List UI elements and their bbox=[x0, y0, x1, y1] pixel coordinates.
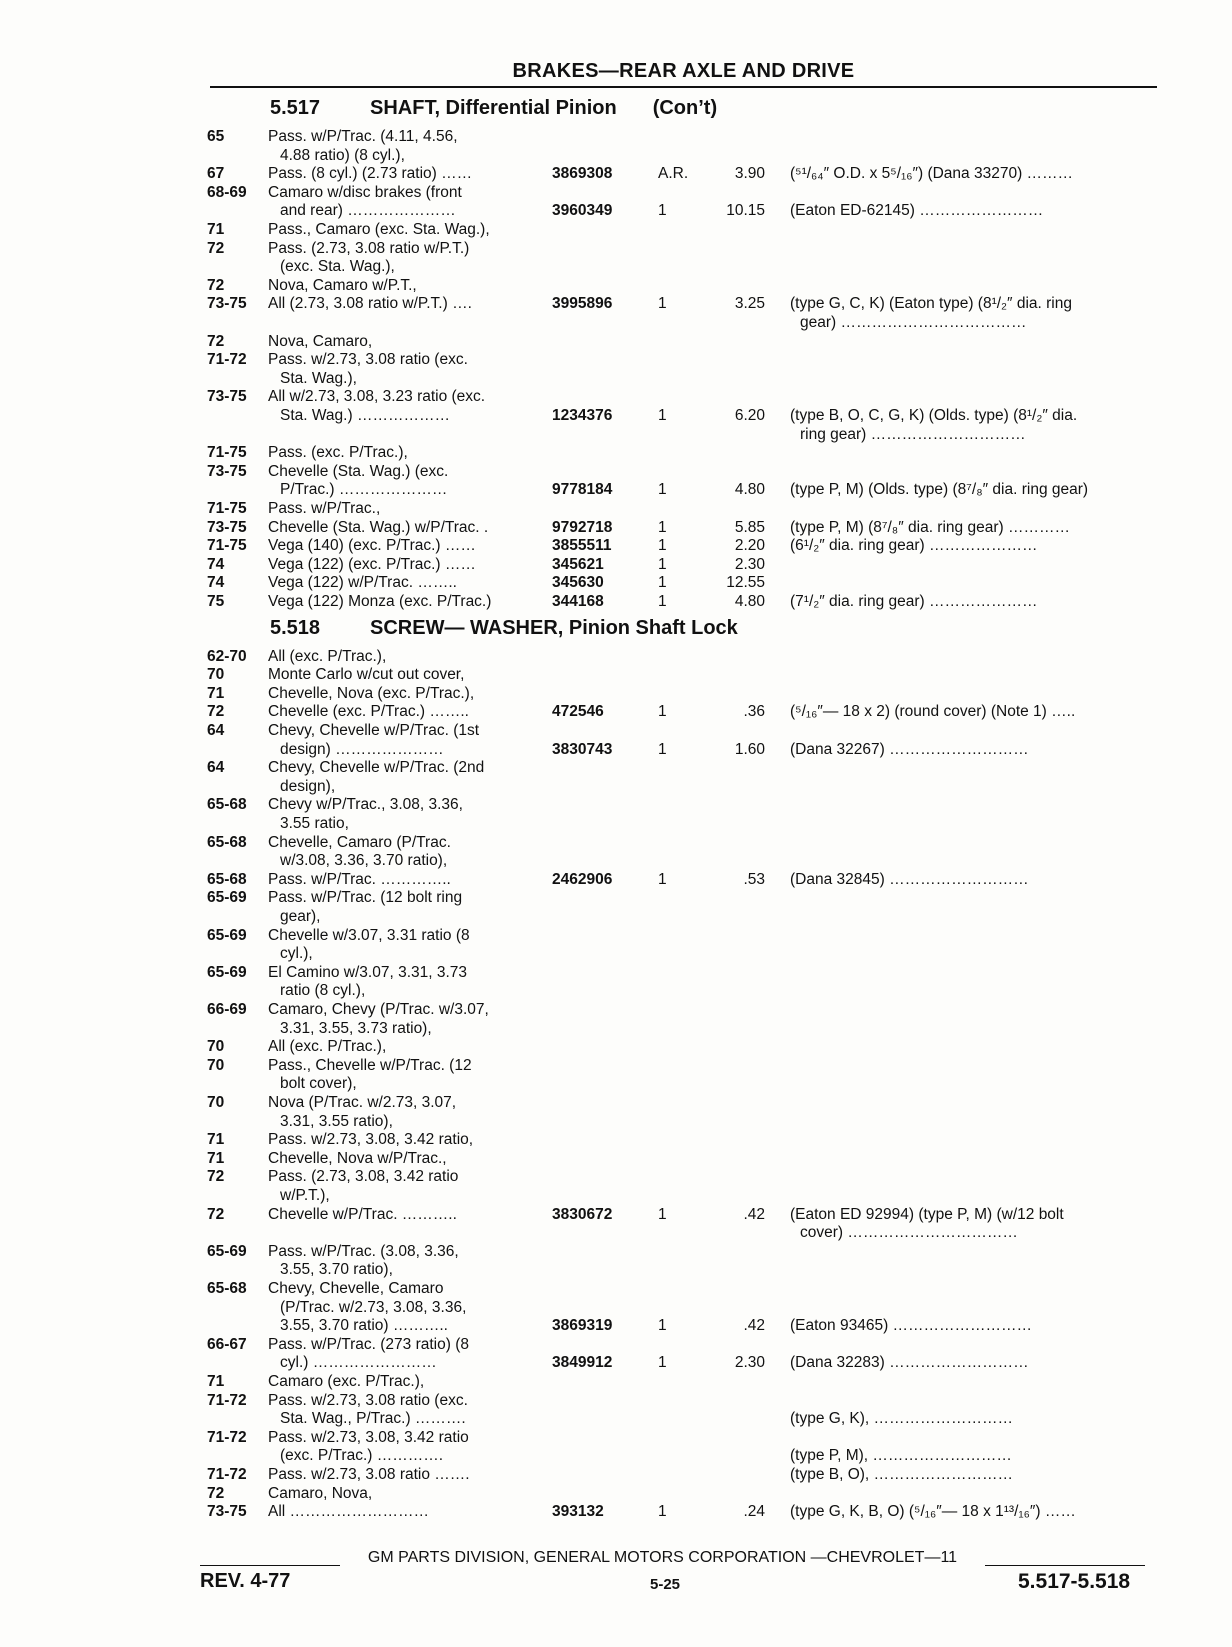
row-line bbox=[0, 573, 1232, 592]
list-price: .53 bbox=[743, 870, 765, 888]
quantity: 1 bbox=[658, 1205, 667, 1223]
quantity: 1 bbox=[658, 740, 667, 758]
part-number: 3855511 bbox=[552, 537, 612, 555]
row-line bbox=[0, 518, 1232, 537]
part-note: (type G, K, B, O) (⁵/₁₆″— 18 x 1¹³/₁₆″) …… bbox=[790, 1503, 1076, 1521]
row-line bbox=[0, 443, 1232, 462]
application-description: Camaro, Chevy (P/Trac. w/3.07, bbox=[268, 1001, 489, 1018]
list-price: 2.30 bbox=[734, 1354, 765, 1372]
row-line bbox=[0, 1335, 1232, 1354]
application-description: cyl.), bbox=[280, 945, 313, 963]
quantity: 1 bbox=[658, 537, 667, 555]
page-number: 5-25 bbox=[650, 1576, 681, 1593]
part-number: 3849912 bbox=[552, 1354, 613, 1372]
model-year: 71-75 bbox=[207, 444, 247, 462]
row-line bbox=[0, 1260, 1232, 1279]
model-year: 73-75 bbox=[207, 295, 247, 313]
model-year: 72 bbox=[207, 703, 225, 721]
row-line bbox=[0, 1484, 1232, 1503]
model-year: 65-68 bbox=[207, 833, 247, 851]
model-year: 65-69 bbox=[207, 926, 247, 944]
row-line bbox=[0, 777, 1232, 796]
row-line bbox=[0, 592, 1232, 611]
row-line bbox=[0, 1465, 1232, 1484]
row-line bbox=[0, 536, 1232, 555]
model-year: 70 bbox=[207, 666, 225, 684]
application-description: All w/2.73, 3.08, 3.23 ratio (exc. bbox=[268, 388, 486, 406]
application-description: Pass. w/2.73, 3.08, 3.42 ratio, bbox=[268, 1131, 474, 1149]
model-year: 65-68 bbox=[207, 796, 247, 814]
quantity: 1 bbox=[658, 295, 667, 313]
application-description: Sta. Wag.) ……………… bbox=[280, 406, 450, 424]
revision-label: REV. 4-77 bbox=[200, 1570, 291, 1592]
row-line bbox=[0, 201, 1232, 220]
quantity: 1 bbox=[658, 870, 667, 888]
application-description: Monte Carlo w/cut out cover, bbox=[268, 666, 465, 684]
part-note: (6¹/₂″ dia. ring gear) ………………… bbox=[790, 537, 1038, 555]
application-description: Pass. w/P/Trac. ………….. bbox=[268, 870, 451, 888]
row-line bbox=[0, 276, 1232, 295]
application-description: 3.55, 3.70 ratio), bbox=[280, 1261, 393, 1279]
row-line bbox=[0, 1446, 1232, 1465]
quantity: 1 bbox=[658, 1317, 667, 1335]
application-description: El Camino w/3.07, 3.31, 3.73 bbox=[268, 963, 468, 981]
row-line bbox=[0, 1167, 1232, 1186]
model-year: 71 bbox=[207, 1131, 225, 1149]
row-line bbox=[0, 926, 1232, 945]
part-note: (⁵¹/₆₄″ O.D. x 5⁵/₁₆″) (Dana 33270) ……… bbox=[790, 165, 1074, 183]
model-year: 73-75 bbox=[207, 462, 247, 480]
application-description: Pass. w/2.73, 3.08 ratio ……. bbox=[268, 1466, 470, 1483]
application-description: Pass. w/2.73, 3.08, 3.42 ratio bbox=[268, 1428, 469, 1446]
row-line bbox=[0, 665, 1232, 684]
application-description: 3.31, 3.55, 3.73 ratio), bbox=[280, 1019, 432, 1037]
quantity: 1 bbox=[658, 406, 667, 424]
row-line bbox=[0, 350, 1232, 369]
application-description: Vega (122) w/P/Trac. …….. bbox=[268, 574, 457, 592]
list-price: 2.30 bbox=[734, 555, 765, 573]
section-heading bbox=[270, 617, 738, 640]
application-description: Chevelle, Nova w/P/Trac., bbox=[268, 1149, 447, 1167]
part-note: (type B, O, C, G, K) (Olds. type) (8¹/₂″ dia. bbox=[790, 406, 1078, 424]
application-description: Chevelle, Nova (exc. P/Trac.), bbox=[268, 684, 475, 702]
application-description: ratio (8 cyl.), bbox=[280, 982, 366, 1000]
application-description: w/P.T.), bbox=[280, 1186, 330, 1204]
row-line bbox=[0, 870, 1232, 889]
part-number: 472546 bbox=[552, 703, 604, 721]
part-note: cover) …………………………… bbox=[800, 1224, 1018, 1242]
row-line bbox=[0, 684, 1232, 703]
part-note: (Dana 32845) ……………………… bbox=[790, 870, 1029, 888]
section-number: 5.518 bbox=[270, 616, 321, 639]
model-year: 66-67 bbox=[207, 1335, 247, 1353]
row-line bbox=[0, 1205, 1232, 1224]
list-price: .42 bbox=[743, 1205, 765, 1223]
model-year: 65-69 bbox=[207, 1242, 247, 1260]
row-line bbox=[0, 1056, 1232, 1075]
application-description: Chevelle w/3.07, 3.31 ratio (8 bbox=[268, 926, 470, 944]
row-line bbox=[0, 1019, 1232, 1038]
part-number: 1234376 bbox=[552, 406, 613, 424]
application-description: Vega (122) (exc. P/Trac.) …… bbox=[268, 555, 476, 573]
model-year: 65-69 bbox=[207, 889, 247, 907]
model-year: 64 bbox=[207, 759, 225, 777]
list-price: 2.20 bbox=[734, 537, 765, 555]
model-year: 67 bbox=[207, 165, 225, 183]
row-line bbox=[0, 183, 1232, 202]
row-line bbox=[0, 499, 1232, 518]
list-price: 6.20 bbox=[734, 406, 765, 424]
part-note: gear) ……………………………… bbox=[800, 313, 1027, 331]
list-price: .24 bbox=[743, 1503, 765, 1521]
application-description: Chevy, Chevelle w/P/Trac. (1st bbox=[268, 722, 480, 739]
model-year: 72 bbox=[207, 1484, 225, 1502]
application-description: Chevy, Chevelle w/P/Trac. (2nd bbox=[268, 759, 485, 777]
application-description: gear), bbox=[280, 907, 321, 925]
row-line bbox=[0, 164, 1232, 183]
application-description: Chevy, Chevelle, Camaro bbox=[268, 1280, 444, 1297]
model-year: 70 bbox=[207, 1094, 225, 1111]
row-line bbox=[0, 981, 1232, 1000]
model-year: 70 bbox=[207, 1056, 225, 1074]
list-price: 1.60 bbox=[734, 740, 765, 758]
row-line bbox=[0, 1242, 1232, 1261]
model-year: 72 bbox=[207, 1205, 225, 1223]
row-line bbox=[0, 1037, 1232, 1056]
application-description: 3.31, 3.55 ratio), bbox=[280, 1112, 393, 1130]
model-year: 72 bbox=[207, 239, 225, 257]
part-number: 344168 bbox=[552, 593, 604, 610]
footer-division: GM PARTS DIVISION, GENERAL MOTORS CORPORATION —CHEVROLET—11 bbox=[367, 1549, 958, 1566]
model-year: 64 bbox=[207, 722, 225, 739]
model-year: 71-72 bbox=[207, 1428, 247, 1446]
section-range: 5.517-5.518 bbox=[1018, 1570, 1131, 1593]
part-note: (type G, K), ……………………… bbox=[790, 1410, 1014, 1428]
quantity: 1 bbox=[658, 574, 667, 592]
row-line bbox=[0, 721, 1232, 740]
model-year: 72 bbox=[207, 332, 225, 350]
row-line bbox=[0, 1074, 1232, 1093]
quantity: 1 bbox=[658, 555, 667, 573]
row-line bbox=[0, 257, 1232, 276]
part-number: 393132 bbox=[552, 1503, 604, 1521]
row-line bbox=[0, 1428, 1232, 1447]
row-line bbox=[0, 702, 1232, 721]
row-line bbox=[0, 1223, 1232, 1242]
row-line bbox=[0, 888, 1232, 907]
quantity: 1 bbox=[658, 518, 667, 536]
part-note: (type P, M) (8⁷/₈″ dia. ring gear) ………… bbox=[790, 518, 1070, 536]
row-line bbox=[0, 555, 1232, 574]
row-line bbox=[0, 313, 1232, 332]
application-description: design), bbox=[280, 777, 336, 795]
application-description: Vega (140) (exc. P/Trac.) …… bbox=[268, 537, 476, 555]
row-line bbox=[0, 1372, 1232, 1391]
quantity: 1 bbox=[658, 703, 667, 721]
application-description: Nova, Camaro, bbox=[268, 332, 373, 350]
row-line bbox=[0, 814, 1232, 833]
application-description: Nova (P/Trac. w/2.73, 3.07, bbox=[268, 1094, 457, 1111]
application-description: All ……………………… bbox=[268, 1503, 430, 1521]
model-year: 73-75 bbox=[207, 388, 247, 406]
list-price: 4.80 bbox=[734, 593, 765, 610]
application-description: Pass. (exc. P/Trac.), bbox=[268, 444, 408, 462]
list-price: 4.80 bbox=[734, 481, 765, 499]
section-continued: (Con’t) bbox=[652, 97, 718, 119]
application-description: design) ………………… bbox=[280, 740, 444, 758]
part-note: (Dana 32283) ……………………… bbox=[790, 1354, 1029, 1372]
application-description: Chevelle (Sta. Wag.) w/P/Trac. . bbox=[268, 518, 489, 536]
part-number: 9792718 bbox=[552, 518, 613, 536]
part-note: (Eaton ED 92994) (type P, M) (w/12 bolt bbox=[790, 1205, 1064, 1223]
row-line bbox=[0, 1112, 1232, 1131]
quantity: A.R. bbox=[658, 165, 689, 183]
part-note: (type P, M) (Olds. type) (8⁷/₈″ dia. ring gear) bbox=[790, 481, 1089, 499]
part-number: 345621 bbox=[552, 555, 604, 573]
model-year: 71 bbox=[207, 221, 225, 238]
list-price: 5.85 bbox=[734, 518, 765, 536]
application-description: 4.88 ratio) (8 cyl.), bbox=[280, 146, 405, 164]
model-year: 73-75 bbox=[207, 518, 247, 536]
part-number: 3869308 bbox=[552, 165, 613, 183]
row-line bbox=[0, 944, 1232, 963]
row-line bbox=[0, 1149, 1232, 1168]
application-description: Pass., Chevelle w/P/Trac. (12 bbox=[268, 1056, 472, 1074]
application-description: 3.55, 3.70 ratio) ……….. bbox=[280, 1317, 448, 1335]
model-year: 74 bbox=[207, 574, 225, 592]
application-description: Nova, Camaro w/P.T., bbox=[268, 276, 417, 294]
row-line bbox=[0, 1000, 1232, 1019]
part-number: 2462906 bbox=[552, 870, 613, 888]
list-price: 12.55 bbox=[726, 574, 765, 592]
part-number: 3869319 bbox=[552, 1317, 613, 1335]
model-year: 68-69 bbox=[207, 183, 247, 201]
row-line bbox=[0, 425, 1232, 444]
application-description: Chevelle w/P/Trac. ……….. bbox=[268, 1205, 457, 1223]
row-line bbox=[0, 833, 1232, 852]
list-price: .42 bbox=[743, 1317, 765, 1335]
part-number: 9778184 bbox=[552, 481, 613, 499]
application-description: Pass. w/2.73, 3.08 ratio (exc. bbox=[268, 351, 468, 369]
application-description: Camaro (exc. P/Trac.), bbox=[268, 1373, 425, 1390]
quantity: 1 bbox=[658, 1354, 667, 1372]
part-number: 3995896 bbox=[552, 295, 613, 313]
part-number: 3830672 bbox=[552, 1205, 613, 1223]
row-line bbox=[0, 294, 1232, 313]
row-line bbox=[0, 963, 1232, 982]
model-year: 65-69 bbox=[207, 963, 247, 981]
model-year: 71-72 bbox=[207, 1466, 247, 1483]
row-line bbox=[0, 1502, 1232, 1521]
model-year: 72 bbox=[207, 1168, 225, 1186]
application-description: 3.55 ratio, bbox=[280, 814, 349, 832]
model-year: 71-72 bbox=[207, 1391, 247, 1409]
part-note: (type P, M), ……………………… bbox=[790, 1447, 1012, 1465]
part-note: (Dana 32267) ……………………… bbox=[790, 740, 1029, 758]
model-year: 65-68 bbox=[207, 870, 247, 888]
row-line bbox=[0, 1353, 1232, 1372]
model-year: 71 bbox=[207, 684, 225, 702]
quantity: 1 bbox=[658, 593, 667, 610]
application-description: Pass. w/P/Trac. (4.11, 4.56, bbox=[268, 128, 458, 145]
application-description: Pass. (2.73, 3.08 ratio w/P.T.) bbox=[268, 239, 470, 257]
row-line bbox=[0, 1186, 1232, 1205]
application-description: Camaro, Nova, bbox=[268, 1484, 373, 1502]
list-price: 10.15 bbox=[726, 202, 765, 220]
application-description: Chevelle (exc. P/Trac.) …….. bbox=[268, 703, 469, 721]
model-year: 74 bbox=[207, 555, 225, 573]
row-line bbox=[0, 480, 1232, 499]
part-note: (⁵/₁₆″— 18 x 2) (round cover) (Note 1) ….. bbox=[790, 703, 1076, 721]
row-line bbox=[0, 406, 1232, 425]
application-description: (exc. Sta. Wag.), bbox=[280, 258, 395, 276]
section-heading bbox=[270, 97, 717, 120]
page-title: BRAKES—REAR AXLE AND DRIVE bbox=[512, 60, 855, 82]
model-year: 71-75 bbox=[207, 500, 247, 517]
footer-divider-right bbox=[985, 1565, 1145, 1566]
row-line bbox=[0, 647, 1232, 666]
part-note: (7¹/₂″ dia. ring gear) ………………… bbox=[790, 593, 1038, 610]
application-description: Sta. Wag., P/Trac.) ………. bbox=[280, 1410, 466, 1428]
application-description: Chevelle (Sta. Wag.) (exc. bbox=[268, 462, 449, 480]
model-year: 65-68 bbox=[207, 1280, 247, 1297]
application-description: Pass., Camaro (exc. Sta. Wag.), bbox=[268, 221, 490, 238]
row-line bbox=[0, 239, 1232, 258]
application-description: All (exc. P/Trac.), bbox=[268, 647, 387, 665]
part-note: (type G, C, K) (Eaton type) (8¹/₂″ dia. ring bbox=[790, 295, 1072, 313]
application-description: All (exc. P/Trac.), bbox=[268, 1038, 387, 1056]
application-description: Pass. w/P/Trac. (3.08, 3.36, bbox=[268, 1242, 459, 1260]
application-description: Pass. (8 cyl.) (2.73 ratio) …… bbox=[268, 165, 473, 183]
application-description: All (2.73, 3.08 ratio w/P.T.) …. bbox=[268, 295, 472, 313]
application-description: Pass. w/P/Trac. (273 ratio) (8 bbox=[268, 1335, 469, 1353]
row-line bbox=[0, 1130, 1232, 1149]
application-description: Pass. (2.73, 3.08, 3.42 ratio bbox=[268, 1168, 459, 1186]
model-year: 73-75 bbox=[207, 1503, 247, 1521]
row-line bbox=[0, 851, 1232, 870]
row-line bbox=[0, 462, 1232, 481]
part-note: (Eaton ED-62145) …………………… bbox=[790, 202, 1044, 220]
model-year: 75 bbox=[207, 593, 225, 610]
application-description: bolt cover), bbox=[280, 1075, 357, 1093]
application-description: P/Trac.) ………………… bbox=[280, 481, 448, 499]
row-line bbox=[0, 1316, 1232, 1335]
row-line bbox=[0, 795, 1232, 814]
application-description: Camaro w/disc brakes (front bbox=[268, 183, 462, 201]
row-line bbox=[0, 387, 1232, 406]
model-year: 71-72 bbox=[207, 351, 247, 369]
application-description: w/3.08, 3.36, 3.70 ratio), bbox=[280, 852, 448, 870]
row-line bbox=[0, 1391, 1232, 1410]
row-line bbox=[0, 220, 1232, 239]
list-price: 3.25 bbox=[734, 295, 765, 313]
application-description: cyl.) …………………… bbox=[280, 1354, 437, 1372]
model-year: 71 bbox=[207, 1149, 225, 1167]
model-year: 66-69 bbox=[207, 1001, 247, 1018]
model-year: 65 bbox=[207, 128, 225, 145]
quantity: 1 bbox=[658, 1503, 667, 1521]
application-description: Chevelle, Camaro (P/Trac. bbox=[268, 833, 451, 851]
row-line bbox=[0, 1298, 1232, 1317]
application-description: (exc. P/Trac.) …………. bbox=[280, 1447, 444, 1465]
application-description: Sta. Wag.), bbox=[280, 369, 357, 387]
model-year: 70 bbox=[207, 1038, 225, 1056]
quantity: 1 bbox=[658, 202, 667, 220]
model-year: 72 bbox=[207, 276, 225, 294]
row-line bbox=[0, 369, 1232, 388]
application-description: Pass. w/P/Trac., bbox=[268, 500, 381, 517]
row-line bbox=[0, 758, 1232, 777]
application-description: (P/Trac. w/2.73, 3.08, 3.36, bbox=[280, 1298, 467, 1316]
quantity: 1 bbox=[658, 481, 667, 499]
part-number: 345630 bbox=[552, 574, 604, 592]
model-year: 71 bbox=[207, 1373, 225, 1390]
section-number: 5.517 bbox=[270, 97, 321, 119]
part-note: ring gear) ………………………… bbox=[800, 425, 1026, 443]
part-note: (type B, O), ……………………… bbox=[790, 1466, 1014, 1483]
row-line bbox=[0, 907, 1232, 926]
row-line bbox=[0, 740, 1232, 759]
application-description: Vega (122) Monza (exc. P/Trac.) bbox=[268, 593, 492, 610]
part-number: 3830743 bbox=[552, 740, 613, 758]
row-line bbox=[0, 1093, 1232, 1112]
section-title: SHAFT, Differential Pinion bbox=[370, 97, 617, 119]
model-year: 62-70 bbox=[207, 647, 247, 665]
model-year: 71-75 bbox=[207, 537, 247, 555]
part-number: 3960349 bbox=[552, 202, 613, 220]
row-line bbox=[0, 146, 1232, 165]
application-description: and rear) ………………… bbox=[280, 202, 456, 220]
part-note: (Eaton 93465) ……………………… bbox=[790, 1317, 1033, 1335]
row-line bbox=[0, 332, 1232, 351]
list-price: .36 bbox=[743, 703, 765, 721]
application-description: Chevy w/P/Trac., 3.08, 3.36, bbox=[268, 796, 463, 814]
row-line bbox=[0, 127, 1232, 146]
application-description: Pass. w/P/Trac. (12 bolt ring bbox=[268, 889, 463, 907]
list-price: 3.90 bbox=[734, 165, 765, 183]
application-description: Pass. w/2.73, 3.08 ratio (exc. bbox=[268, 1391, 468, 1409]
row-line bbox=[0, 1279, 1232, 1298]
row-line bbox=[0, 1409, 1232, 1428]
section-title: SCREW— WASHER, Pinion Shaft Lock bbox=[370, 616, 738, 639]
